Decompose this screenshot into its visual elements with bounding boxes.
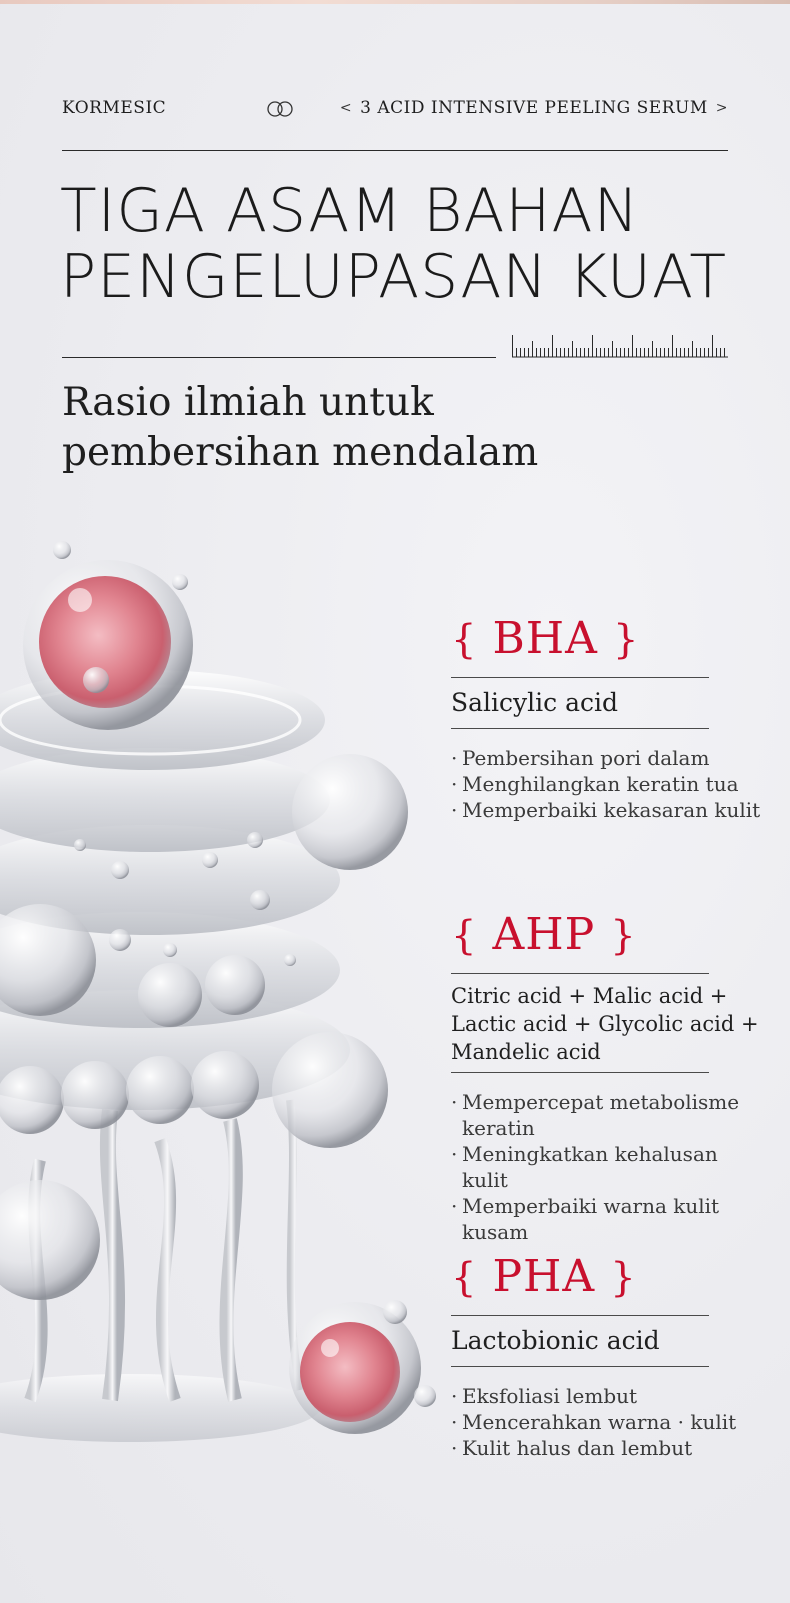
acid-code: AHP <box>492 909 596 960</box>
acid-card-bha <box>451 614 769 823</box>
list-item: · Mencerahkan warna · kulit <box>451 1410 737 1434</box>
acid-divider-bottom <box>451 728 709 729</box>
list-item: · Kulit halus dan lembut <box>451 1436 693 1460</box>
acid-divider-bottom <box>451 1072 709 1073</box>
page-title <box>60 178 760 310</box>
acid-card-pha <box>451 1252 769 1461</box>
benefit-list <box>451 745 769 823</box>
list-item: · Menghilangkan keratin tua <box>451 772 739 796</box>
brace-close: } <box>610 913 637 959</box>
lead-text: Rasio ilmiah untuk pembersihan mendalam <box>62 380 539 475</box>
brace-close: } <box>610 1255 637 1301</box>
acid-tag <box>451 910 769 961</box>
acid-name: Salicylic acid <box>451 688 618 717</box>
acid-code: PHA <box>492 1251 596 1302</box>
chevron-left-icon: < <box>339 100 353 116</box>
serum-bubbles-illustration <box>0 540 440 1460</box>
title-divider <box>62 357 496 358</box>
acid-tag <box>451 1252 769 1303</box>
benefit-list <box>451 1089 769 1245</box>
list-item: · Eksfoliasi lembut <box>451 1384 638 1408</box>
list-item: · Memperbaiki warna kulit kusam <box>451 1194 720 1244</box>
list-item: · Mempercepat metabolisme keratin <box>451 1090 740 1140</box>
brace-open: { <box>451 913 478 959</box>
list-item: · Memperbaiki kekasaran kulit <box>451 798 761 822</box>
product-subtitle <box>340 98 728 118</box>
list-item: · Pembersihan pori dalam <box>451 746 710 770</box>
acid-name: Citric acid + Malic acid + Lactic acid + Glycolic acid + Mandelic acid <box>451 984 759 1064</box>
acid-divider-bottom <box>451 1366 709 1367</box>
acid-card-ahp <box>451 910 769 1245</box>
title-line-2: PENGELUPASAN KUAT <box>60 242 728 312</box>
benefit-list <box>451 1383 769 1461</box>
acid-tag <box>451 614 769 665</box>
interlocking-rings-icon <box>264 100 296 118</box>
header-bar <box>62 96 728 124</box>
product-name: 3 ACID INTENSIVE PEELING SERUM <box>360 98 708 118</box>
brace-open: { <box>451 1255 478 1301</box>
chevron-right-icon: > <box>715 100 728 116</box>
brand-name: KORMESIC <box>62 98 167 118</box>
header-divider <box>62 150 728 151</box>
acid-code: BHA <box>492 613 598 664</box>
brace-close: } <box>612 617 640 663</box>
brace-open: { <box>451 617 478 663</box>
top-accent-strip <box>0 0 790 4</box>
title-line-1: TIGA ASAM BAHAN <box>60 176 640 246</box>
acid-name: Lactobionic acid <box>451 1326 660 1355</box>
measurement-scale-icon <box>512 334 728 358</box>
list-item: · Meningkatkan kehalusan kulit <box>451 1142 718 1192</box>
